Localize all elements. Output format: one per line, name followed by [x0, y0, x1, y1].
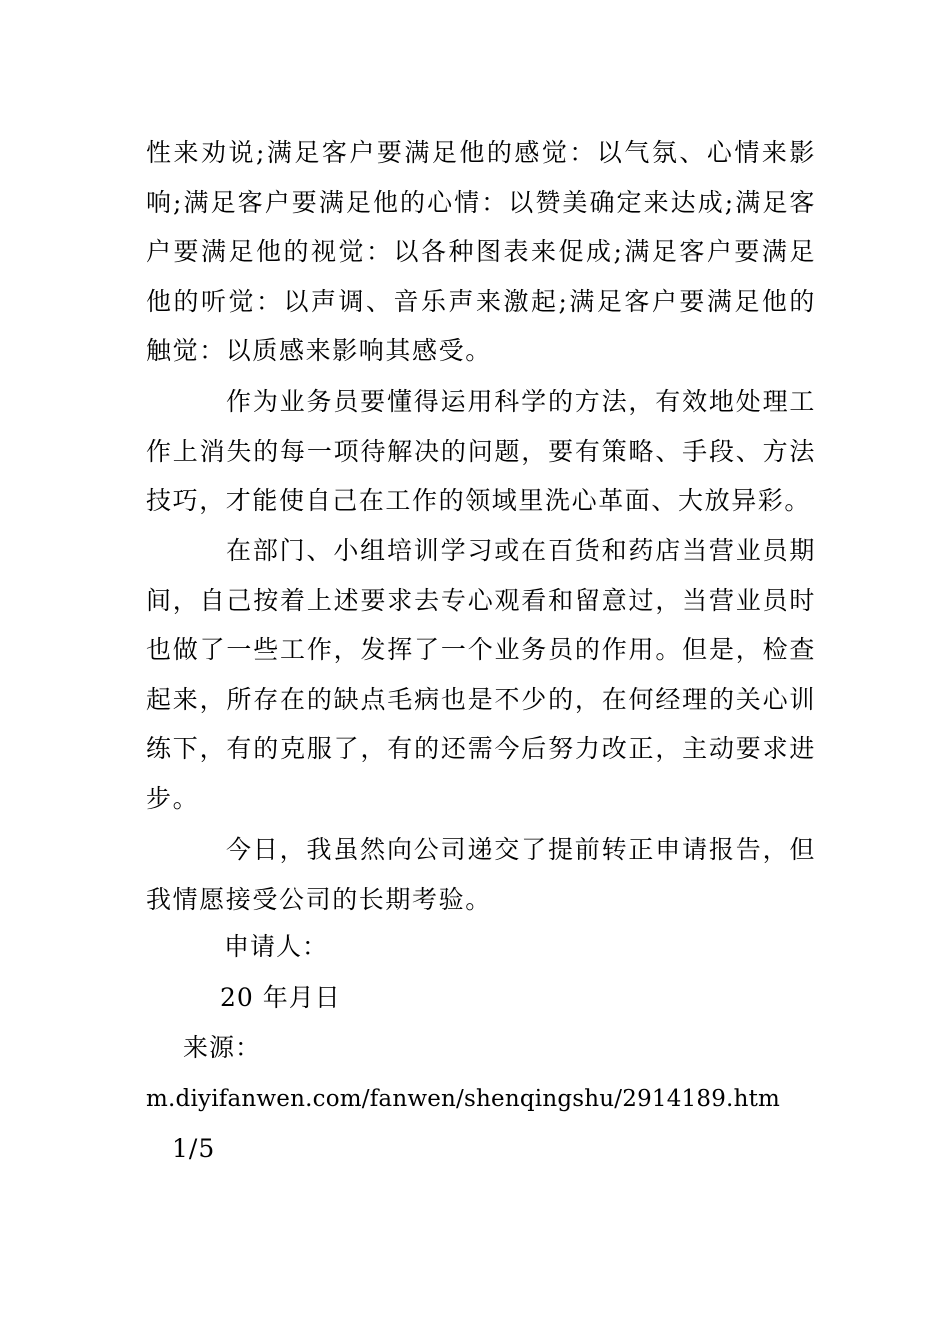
paragraph-4: 今日，我虽然向公司递交了提前转正申请报告，但我情愿接受公司的长期考验。	[146, 835, 816, 914]
date-line: 20 年月日	[220, 983, 341, 1012]
source-label: 来源：	[183, 1033, 262, 1062]
applicant-label: 申请人：	[224, 932, 329, 961]
paragraph-1: 性来劝说;满足客户要满足他的感觉：以气氛、心情来影响;满足客户要满足他的心情：以赞美确定来达成;满足客户要满足他的视觉：以各种图表来促成;满足客户要满足他的听觉：以声调、音乐声来激起;满足客户要满足他的触觉：以质感来影响其感受。	[146, 138, 816, 366]
source-url: m.diyifanwen.com/fanwen/shenqingshu/2914189.htm	[146, 1086, 781, 1112]
page-number: 1/5	[172, 1134, 216, 1163]
paragraph-2: 作为业务员要懂得运用科学的方法，有效地处理工作上消失的每一项待解决的问题，要有策略、手段、方法技巧，才能使自己在工作的领域里洗心革面、大放异彩。	[146, 387, 816, 516]
paragraph-3: 在部门、小组培训学习或在百货和药店当营业员期间，自己按着上述要求去专心观看和留意过，当营业员时也做了一些工作，发挥了一个业务员的作用。但是，检查起来，所存在的缺点毛病也是不少的，在何经理的关心训练下，有的克服了，有的还需今后努力改正，主动要求进步。	[146, 536, 816, 813]
